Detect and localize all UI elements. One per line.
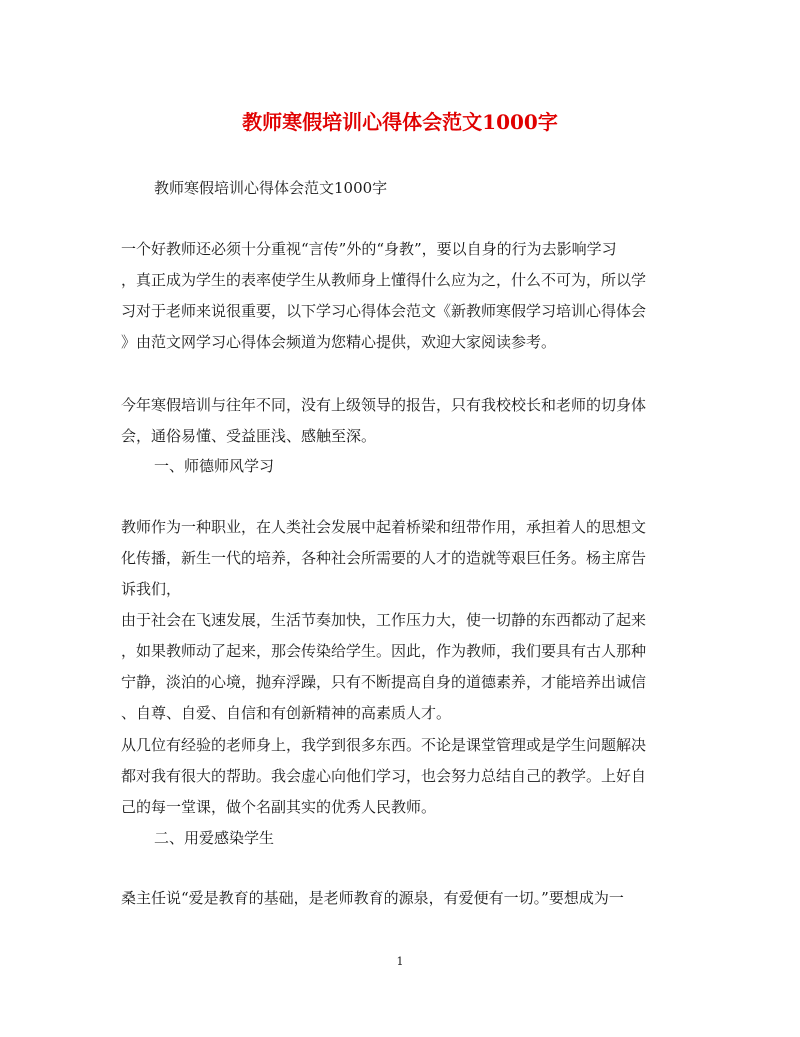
paragraph-line: 宁静，淡泊的心境，抛弃浮躁，只有不断提高自身的道德素养，才能培养出诚信 — [121, 673, 647, 691]
paragraph-line: ，如果教师动了起来，那会传染给学生。因此，作为教师，我们要具有古人那种 — [121, 642, 647, 660]
paragraph-ethics — [121, 512, 679, 729]
paragraph-line: 从几位有经验的老师身上，我学到很多东西。不论是课堂管理或是学生问题解决 — [121, 736, 647, 754]
document-subtitle: 教师寒假培训心得体会范文1000字 — [154, 179, 388, 197]
paragraph-line: 今年寒假培训与往年不同，没有上级领导的报告，只有我校校长和老师的切身体 — [121, 396, 647, 414]
paragraph-line: ，真正成为学生的表率使学生从教师身上懂得什么应为之，什么不可为，所以学 — [121, 271, 647, 289]
paragraph-line: 化传播，新生一代的培养，各种社会所需要的人才的造就等艰巨任务。杨主席告 — [121, 549, 647, 567]
paragraph-line: 教师作为一种职业，在人类社会发展中起着桥梁和纽带作用，承担着人的思想文 — [121, 518, 647, 536]
paragraph-line: 习对于老师来说很重要，以下学习心得体会范文《新教师寒假学习培训心得体会 — [121, 302, 647, 320]
paragraph-line: 会，通俗易懂、受益匪浅、感触至深。 — [121, 427, 377, 445]
paragraph-line: 》由范文网学习心得体会频道为您精心提供，欢迎大家阅读参考。 — [121, 333, 557, 351]
paragraph-training — [121, 390, 679, 452]
paragraph-line: 诉我们， — [121, 580, 182, 598]
section-heading-love: 二、用爱感染学生 — [154, 829, 275, 847]
paragraph-line: 由于社会在飞速发展，生活节奏加快，工作压力大，使一切静的东西都动了起来 — [121, 611, 647, 629]
page-number: 1 — [396, 955, 404, 968]
paragraph-line: 桑主任说“爱是教育的基础，是老师教育的源泉，有爱便有一切。”要想成为一 — [121, 889, 624, 907]
paragraph-intro — [121, 234, 679, 358]
paragraph-line: 、自尊、自爱、自信和有创新精神的高素质人才。 — [121, 704, 452, 722]
paragraph-love — [121, 883, 679, 914]
document-title: 教师寒假培训心得体会范文1000字 — [242, 110, 558, 134]
paragraph-line: 己的每一堂课，做个名副其实的优秀人民教师。 — [121, 798, 437, 816]
paragraph-line: 都对我有很大的帮助。我会虚心向他们学习，也会努力总结自己的教学。上好自 — [121, 767, 647, 785]
paragraph-experience — [121, 730, 679, 823]
paragraph-line: 一个好教师还必须十分重视“言传”外的“身教”，要以自身的行为去影响学习 — [121, 240, 617, 258]
section-heading-ethics: 一、师德师风学习 — [154, 457, 275, 475]
